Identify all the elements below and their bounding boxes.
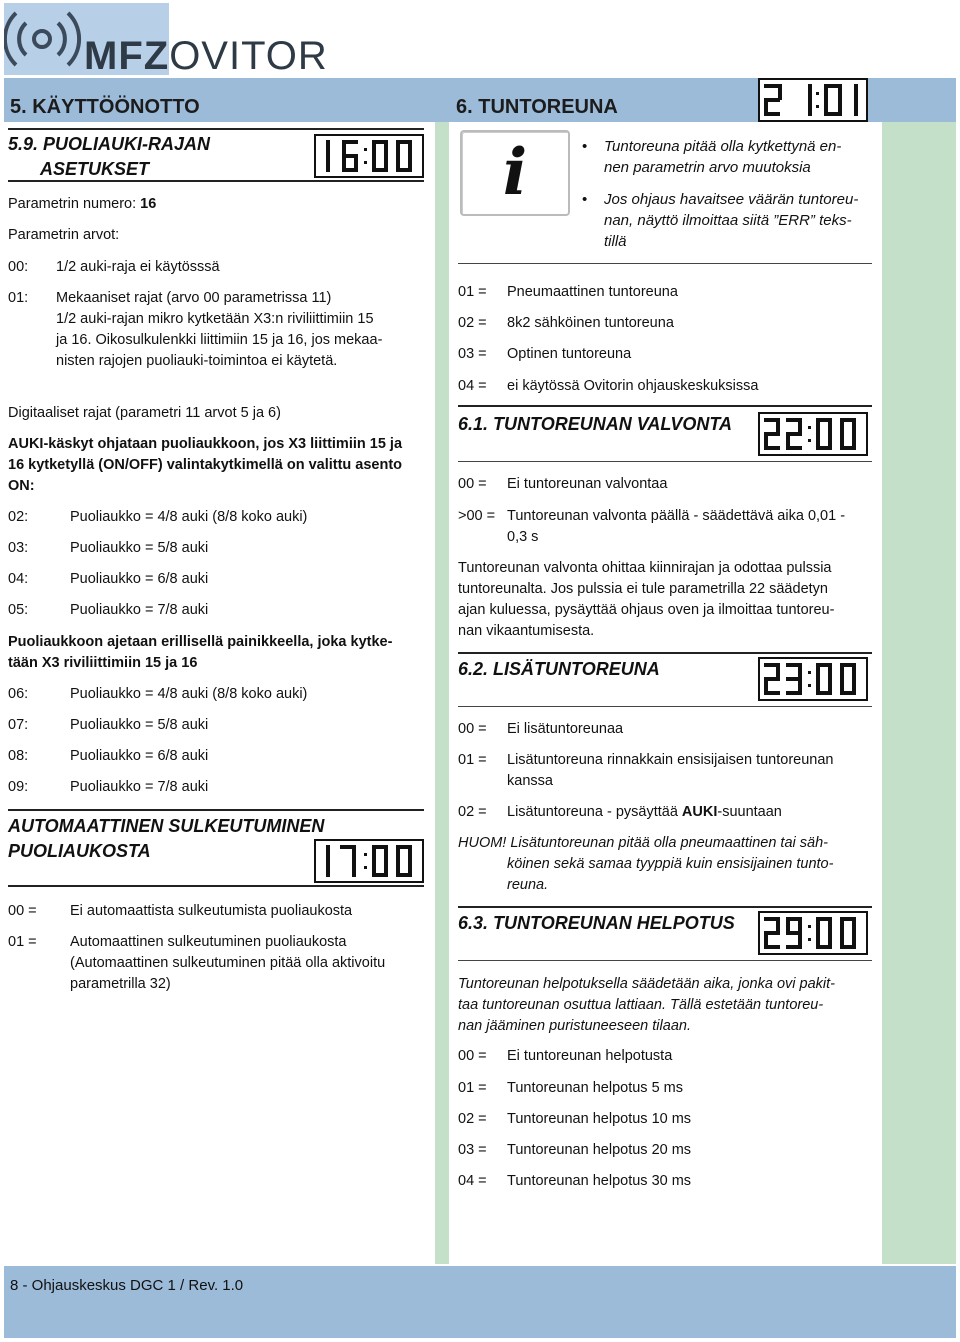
type-text: Pneumaattinen tuntoreuna [507, 284, 678, 300]
info-bullet: • Jos ohjaus havaitsee väärän tuntoreu- [604, 189, 858, 210]
value-code: 01 = [458, 752, 487, 768]
right-green-strip [882, 122, 956, 1264]
value-text: Ei tuntoreunan valvontaa [507, 476, 668, 492]
left-chapter-title: 5. KÄYTTÖÖNOTTO [10, 96, 200, 118]
value-code: 03: [8, 540, 29, 556]
left-green-strip [435, 122, 449, 1264]
section-bottom-rule [458, 706, 872, 707]
value-text: Puoliaukko = 7/8 auki [70, 602, 209, 618]
value-code: 03 = [458, 1142, 487, 1158]
seg-display-graphic [314, 839, 424, 883]
value-text: Tuntoreunan helpotus 10 ms [507, 1111, 692, 1127]
paragraph: Tuntoreunan helpotuksella säädetään aika, jonka ovi pakit- [458, 976, 835, 992]
seg-display-graphic [758, 911, 868, 955]
value-text: Lisätuntoreuna rinnakkain ensisijaisen tuntoreunan [507, 752, 834, 768]
value-code: 06: [8, 686, 29, 702]
value-code: 01: [8, 290, 29, 306]
type-text: ei käytössä Ovitorin ohjauskeskuksissa [507, 378, 759, 394]
section-top-rule [458, 906, 872, 908]
section-title-auto: AUTOMAATTINEN SULKEUTUMINEN [8, 816, 325, 836]
value-text: parametrilla 32) [70, 976, 171, 992]
segment-display-23 [758, 657, 868, 701]
paragraph: tuntoreunalta. Jos pulssia ei tule parametrilla 22 säädetyn [458, 581, 828, 597]
info-bullet-text: tillä [604, 233, 627, 250]
value-code: 08: [8, 748, 29, 764]
value-code: 02: [8, 509, 29, 525]
section-top-rule [8, 128, 424, 130]
value-text: Puoliaukko = 6/8 auki [70, 571, 209, 587]
type-code: 01 = [458, 284, 487, 300]
value-text: Puoliaukko = 6/8 auki [70, 748, 209, 764]
value-code: 04 = [458, 1173, 487, 1189]
section-title-6-3: 6.3. TUNTOREUNAN HELPOTUS [458, 913, 735, 933]
note-huom: köinen sekä samaa tyyppiä kuin ensisijainen tunto- [507, 856, 834, 872]
paragraph: taa tuntoreunan osuttua lattiaan. Tällä estetään tuntoreu- [458, 997, 824, 1013]
param-number-row: Parametrin numero: 16 [8, 196, 157, 212]
value-code: 01 = [8, 934, 37, 950]
seg-display-graphic [758, 412, 868, 456]
segment-display-16 [314, 134, 424, 178]
section-title-6-1: 6.1. TUNTOREUNAN VALVONTA [458, 414, 733, 434]
value-code: 00 = [458, 476, 487, 492]
seg-display-graphic [758, 78, 868, 122]
section-bottom-rule [458, 960, 872, 961]
logo-wordmark: MFZOVITOR [84, 34, 328, 78]
info-divider [458, 263, 872, 264]
segment-display-22 [758, 412, 868, 456]
button-paragraph: tään X3 riviliittimiin 15 ja 16 [8, 655, 198, 671]
param-values-label: Parametrin arvot: [8, 227, 120, 243]
paragraph: ajan kuluessa, pysäyttää ohjaus oven ja ilmoittaa tuntoreu- [458, 602, 835, 618]
value-text: 1/2 auki-raja ei käytösssä [56, 259, 220, 275]
value-code: 00: [8, 259, 29, 275]
value-code: >00 = [458, 508, 496, 524]
type-text: 8k2 sähköinen tuntoreuna [507, 315, 674, 331]
value-text: Tuntoreunan helpotus 30 ms [507, 1173, 692, 1189]
section-bottom-rule [8, 180, 424, 182]
value-text: ja 16. Oikosulkulenkki liittimiin 15 ja 16, jos mekaa- [56, 332, 383, 348]
value-text: 0,3 s [507, 529, 539, 545]
type-text: Optinen tuntoreuna [507, 346, 632, 362]
value-text: (Automaattinen sulkeutuminen pitää olla aktivoitu [70, 955, 386, 971]
value-text: Puoliaukko = 5/8 auki [70, 540, 209, 556]
auki-paragraph: AUKI-käskyt ohjataan puoliaukkoon, jos X3 liittimiin 15 ja [8, 436, 403, 452]
segment-display-17 [314, 839, 424, 883]
section-bottom-rule [8, 885, 424, 887]
value-text: Automaattinen sulkeutuminen puoliaukosta [70, 934, 347, 950]
value-code: 00 = [458, 721, 487, 737]
value-text: Tuntoreunan helpotus 20 ms [507, 1142, 692, 1158]
value-code: 07: [8, 717, 29, 733]
footer-page-label: 8 - Ohjauskeskus DGC 1 / Rev. 1.0 [10, 1277, 244, 1294]
value-text: Puoliaukko = 7/8 auki [70, 779, 209, 795]
value-text: Tuntoreunan helpotus 5 ms [507, 1080, 683, 1096]
value-code: 04: [8, 571, 29, 587]
section-title-5-9: 5.9. PUOLIAUKI-RAJAN [8, 134, 211, 154]
section-top-rule [458, 405, 872, 407]
segment-display-29 [758, 911, 868, 955]
type-code: 04 = [458, 378, 487, 394]
info-icon: i [502, 135, 528, 210]
seg-display-graphic [314, 134, 424, 178]
signal-waves-icon [4, 3, 84, 75]
section-top-rule [458, 652, 872, 654]
digital-note: Digitaaliset rajat (parametri 11 arvot 5 ja 6) [8, 405, 281, 421]
section-top-rule [8, 809, 424, 811]
paragraph: nan vikaantumisesta. [458, 623, 595, 639]
value-text: Ei tuntoreunan helpotusta [507, 1048, 673, 1064]
segment-display-21 [758, 78, 868, 122]
value-code: 00 = [458, 1048, 487, 1064]
value-code: 01 = [458, 1080, 487, 1096]
type-code: 03 = [458, 346, 487, 362]
auki-paragraph: 16 kytketyllä (ON/OFF) valintakytkimellä on valittu asento [8, 457, 403, 473]
value-text: Puoliaukko = 4/8 auki (8/8 koko auki) [70, 509, 308, 525]
auki-paragraph: ON: [8, 478, 35, 494]
info-bullet: • Tuntoreuna pitää olla kytkettynä en- [604, 136, 841, 157]
button-paragraph: Puoliaukkoon ajetaan erillisellä painikkeella, joka kytke- [8, 634, 393, 650]
value-text: Ei lisätuntoreunaa [507, 721, 624, 737]
right-chapter-title: 6. TUNTOREUNA [456, 96, 618, 118]
seg-display-graphic [758, 657, 868, 701]
value-text: Tuntoreunan valvonta päällä - säädettävä aika 0,01 - [507, 508, 846, 524]
value-text: 1/2 auki-rajan mikro kytketään X3:n riviliittimiin 15 [56, 311, 374, 327]
info-bullet-text: nan, näyttö ilmoittaa siitä ”ERR” teks- [604, 212, 852, 229]
value-text: Lisätuntoreuna - pysäyttää AUKI-suuntaan [507, 804, 782, 820]
value-code: 02 = [458, 1111, 487, 1127]
value-text: Mekaaniset rajat (arvo 00 parametrissa 11) [56, 290, 332, 306]
type-code: 02 = [458, 315, 487, 331]
note-huom: reuna. [507, 877, 549, 893]
value-code: 00 = [8, 903, 37, 919]
value-text: nisten rajojen puoliauki-toimintoa ei käytetä. [56, 353, 338, 369]
info-bullet-text: nen parametrin arvo muutoksia [604, 159, 811, 176]
value-code: 05: [8, 602, 29, 618]
section-title-6-2: 6.2. LISÄTUNTOREUNA [458, 659, 660, 679]
note-huom: HUOM! Lisätuntoreunan pitää olla pneumaattinen tai säh- [458, 835, 828, 851]
value-text: Puoliaukko = 4/8 auki (8/8 koko auki) [70, 686, 308, 702]
info-icon-box [460, 130, 570, 216]
section-title-auto-line2: PUOLIAUKOSTA [8, 841, 151, 861]
section-bottom-rule [458, 461, 872, 462]
value-text: Puoliaukko = 5/8 auki [70, 717, 209, 733]
value-code: 09: [8, 779, 29, 795]
value-text: Ei automaattista sulkeutumista puoliaukosta [70, 903, 353, 919]
value-text: kanssa [507, 773, 553, 789]
section-title-5-9-line2: ASETUKSET [40, 159, 150, 179]
paragraph: Tuntoreunan valvonta ohittaa kiinnirajan ja odottaa pulssia [458, 560, 832, 576]
paragraph: nan jääminen puristuneeseen tilaan. [458, 1018, 691, 1034]
value-code: 02 = [458, 804, 487, 820]
